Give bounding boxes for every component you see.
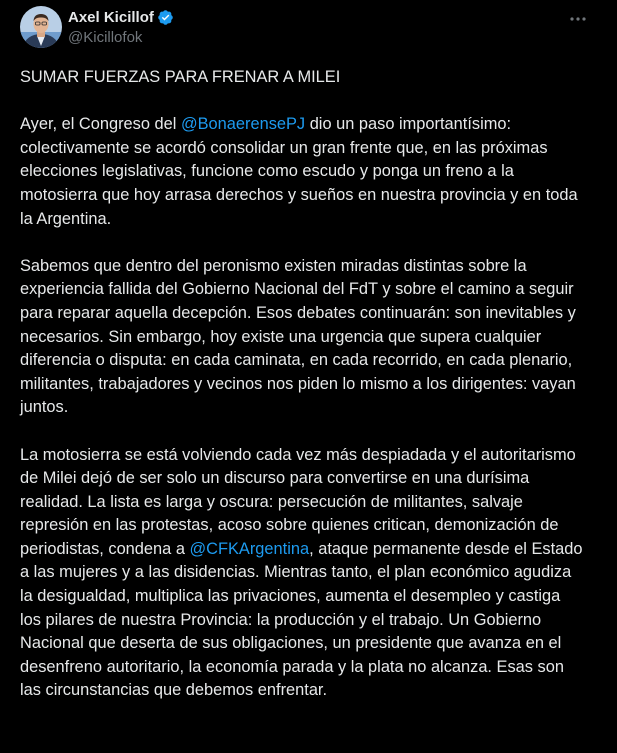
display-name-row — [68, 7, 174, 27]
tweet-paragraph-3 — [20, 444, 585, 704]
display-name[interactable]: Axel Kicillof — [68, 8, 154, 26]
paragraph-3-text-end: , ataque permanente desde el Estado a las mujeres y a las disidencias. Mientras tanto, el plan económico agudiza la desigualdad, multiplica las privaciones, aumenta el desempleo y castiga los pilares de nuestra Provincia: la producción y el trabajo. Un Gobierno Nacional que deserta de sus obligaciones, un presidente que avanza en el desenfreno autoritario, la economía parada y la plata no alcanza. Esas son las circunstancias que debemos enfrentar. — [20, 539, 583, 700]
verified-badge-icon — [157, 9, 174, 26]
paragraph-1-text-end: dio un paso importantísimo: colectivamente se acordó consolidar un gran frente que, en las próximas elecciones legislativas, funcione como escudo y ponga un freno a la motosierra que hoy arrasa derechos y sueños en nuestra provincia y en toda la Argentina. — [20, 115, 578, 228]
mention-bonaerensepj[interactable]: @BonaerensePJ — [180, 115, 306, 134]
tweet-title: SUMAR FUERZAS PARA FRENAR A MILEI — [20, 68, 341, 86]
tweet-paragraph-2: Sabemos que dentro del peronismo existen miradas distintas sobre la experiencia fallida del Gobierno Nacional del FdT y sobre el camino a seguir para reparar aquella decepción. Esos debates continuarán: son inevitables y necesarios. Sin embargo, hoy existe una urgencia que supera cualquier diferencia o disputa: en cada caminata, en cada recorrido, en cada plenario, militantes, trabajadores y vecinos nos piden lo mismo a los dirigentes: vayan juntos. — [20, 256, 576, 417]
author-names — [68, 7, 174, 46]
mention-cfkargentina[interactable]: @CFKArgentina — [189, 539, 310, 558]
more-options-icon[interactable] — [567, 10, 589, 28]
tweet-header — [20, 0, 597, 60]
paragraph-1-text-start: Ayer, el Congreso del — [20, 115, 181, 134]
tweet-paragraph-1 — [20, 113, 585, 231]
handle[interactable]: @Kicillofok — [68, 29, 143, 46]
paragraph-3-text-start: La motosierra se está volviendo cada vez más despiadada y el autoritarismo de Milei dejó de ser solo un discurso para convertirse en una durísima realidad. La lista es larga y oscura: persecución de militantes, salvaje represión en las protestas, acoso sobre quienes critican, demonización de periodistas, condena a — [20, 445, 576, 558]
tweet-text — [20, 66, 585, 727]
avatar[interactable] — [20, 6, 62, 48]
